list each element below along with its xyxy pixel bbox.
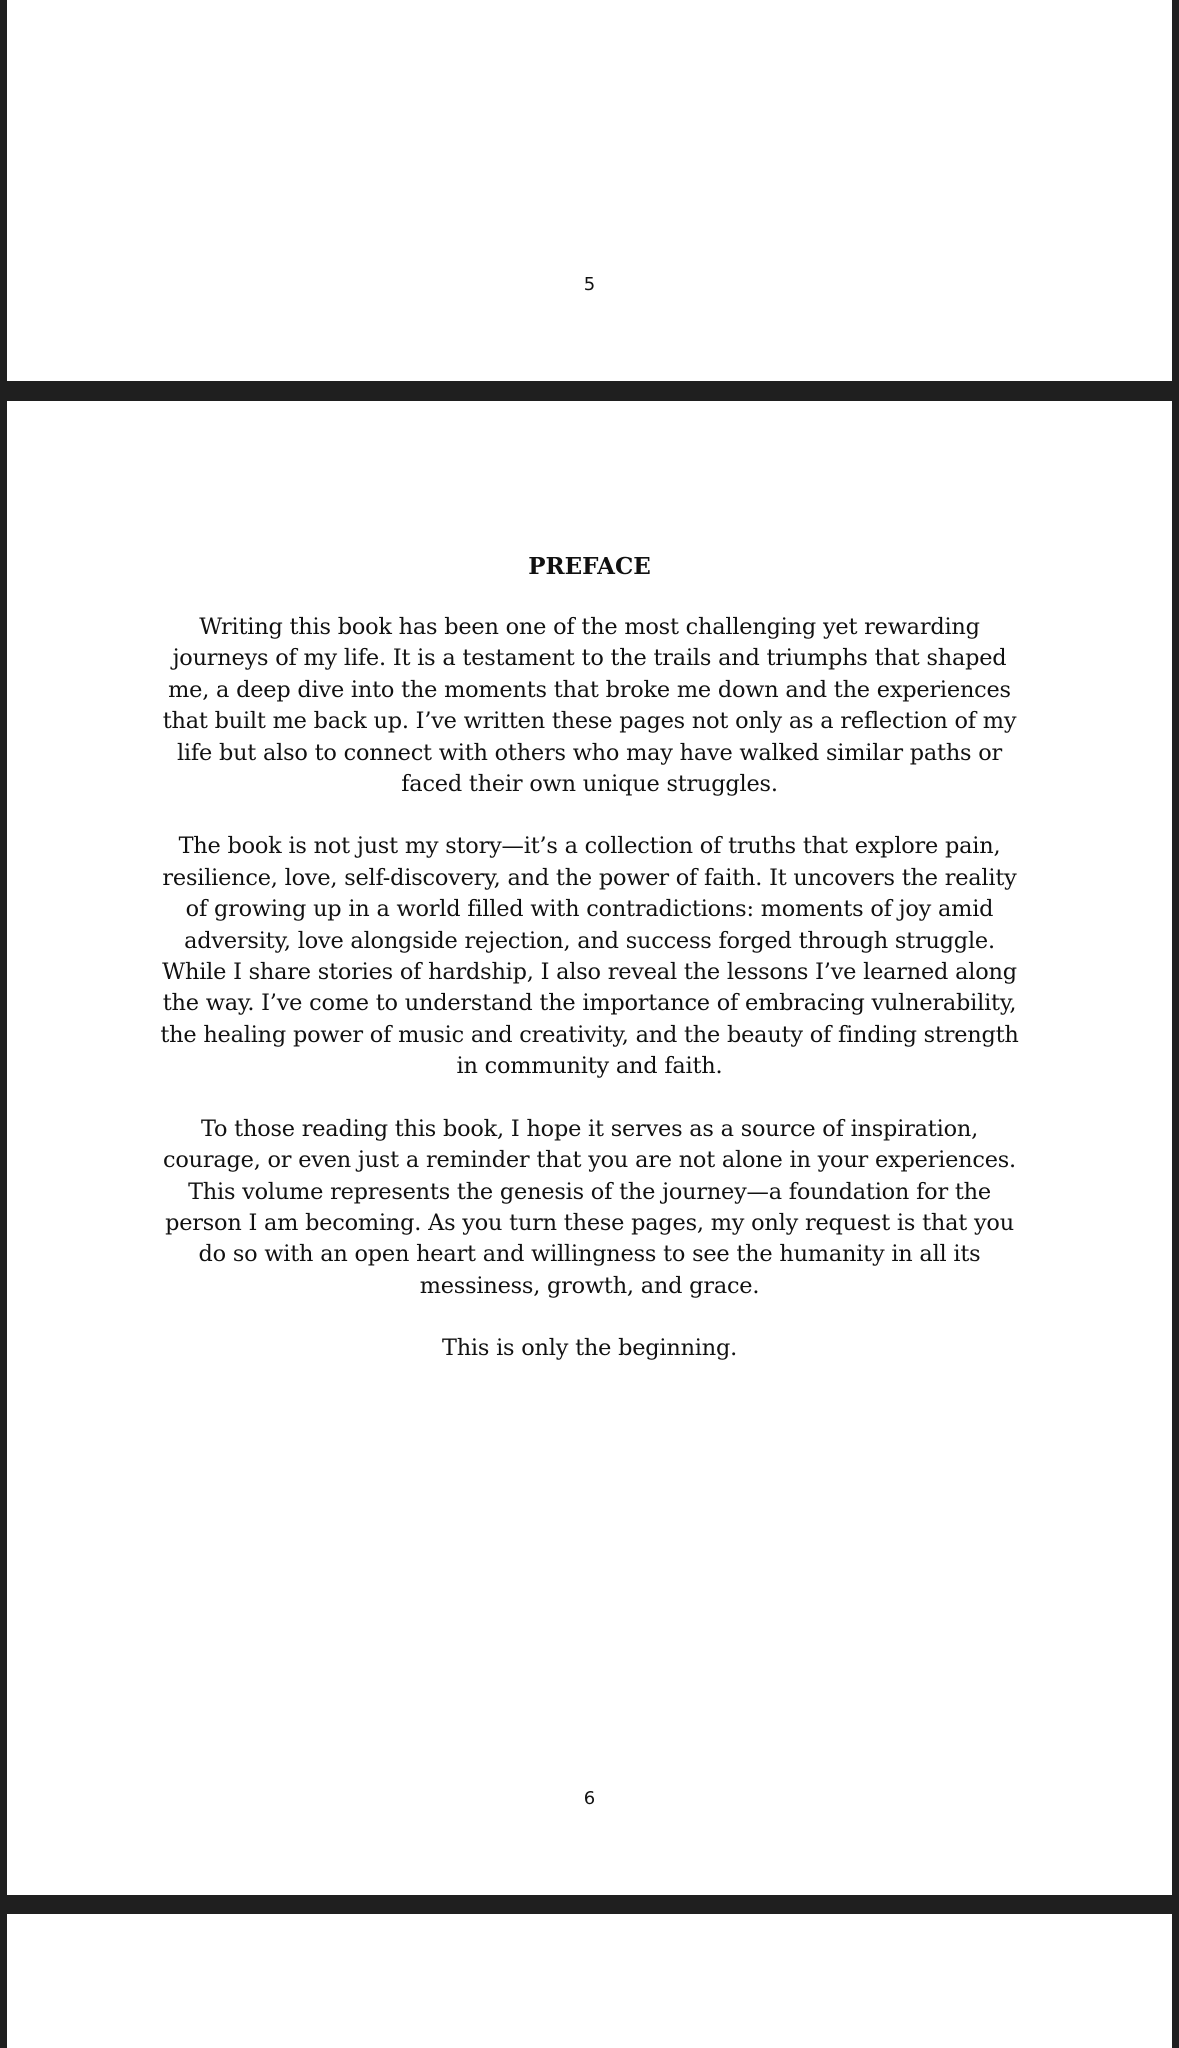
paragraph: To those reading this book, I hope it serves as a source of inspiration, courage, or even just a reminder that you are not alone in your experiences. This volume represents the genesis of the journey—a foundation for the person I am becoming. As you turn these pages, my only request is that you do so with an open heart and willingness to see the humanity in all its messiness, growth, and grace. (163, 1115, 1016, 1299)
page-title: PREFACE (528, 553, 651, 580)
preface-section (7, 550, 1172, 1396)
paragraph: Writing this book has been one of the most challenging yet rewarding journeys of my life. It is a testament to the trails and triumphs that shaped me, a deep dive into the moments that broke me down and the experiences that built me back up. I’ve written these pages not only as a reflection of my life but also to connect with others who may have walked similar paths or faced their own unique struggles. (162, 614, 1017, 798)
document-page-previous (7, 0, 1172, 381)
paragraph: This is only the beginning. (441, 1335, 738, 1362)
document-page-next (7, 1914, 1172, 2048)
paragraph: The book is not just my story—it’s a collection of truths that explore pain, resilience, love, self-discovery, and the power of faith. It uncovers the reality of growing up in a world filled with contradictions: moments of joy amid adversity, love alongside rejection, and success forged through struggle. While I share stories of hardship, I also reveal the lessons I’ve learned along the way. I’ve come to understand the importance of embracing vulnerability, the healing power of music and creativity, and the beauty of finding strength in community and faith. (160, 833, 1019, 1080)
page-number: 6 (583, 1788, 596, 1809)
document-page-current (7, 401, 1172, 1895)
page-number: 5 (583, 274, 596, 295)
